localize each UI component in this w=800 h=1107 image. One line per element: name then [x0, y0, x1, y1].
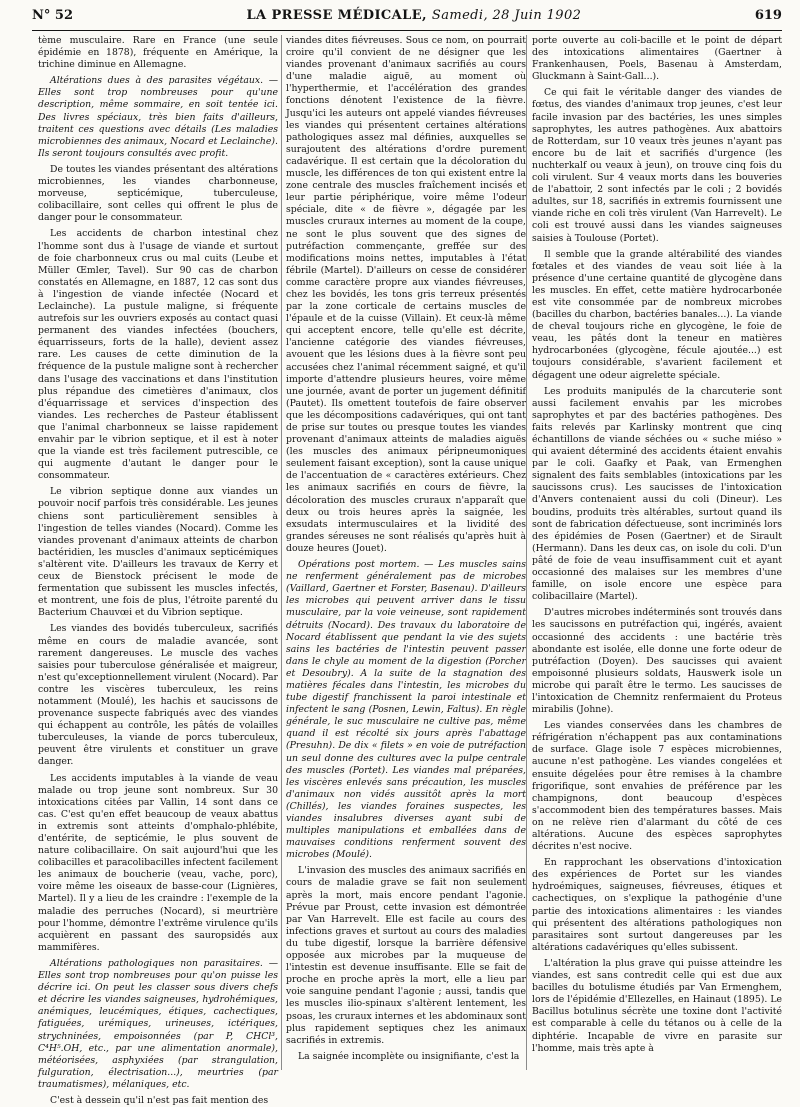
paragraph: De toutes les viandes présentant des altérations microbiennes, les viandes charbonneuse, morveuse, septicémique, tuberculeuse, colibacillaire, sont celles qui offrent le plus de danger pour le consommateur.	[38, 163, 278, 224]
issue-date: Samedi, 28 Juin 1902	[431, 8, 582, 23]
paragraph: Les accidents de charbon intestinal chez l'homme sont dus à l'usage de viande et surtout de foie charbonneux crus ou mal cuits (Leube et Müller Œmler, Tavel). Sur 90 cas de charbon constatés en Allemagne, en 1887, 12 cas sont dus à l'ingestion de viande infectée (Nocard et Leclainche). La pustule maligne, si fréquente autrefois sur les ouvriers exposés au contact quasi permanent des viandes infectées (bouchers, équarrisseurs, forts de la halle), devient assez rare. Les causes de cette diminution de la fréquence de la pustule maligne sont à rechercher dans l'usage des vaccinations et dans l'institution plus répandue des cimetières d'animaux, clos d'équarrissage et services d'inspection des viandes. Les recherches de Pasteur établissent que l'animal charbonneux se laisse rapidement envahir par le vibrion septique, et il est à noter que la viande est très facilement putrescible, ce qui augmente d'autant le danger pour le consommateur.	[38, 228, 278, 482]
paragraph: Altérations pathologiques non parasitaires. — Elles sont trop nombreuses pour qu'on puisse les décrire ici. On peut les classer sous divers chefs et décrire les viandes saigneuses, hydrohémiques, anémiques, leucémiques, étiques, cachectiques, fatiguées, urémiques, urineuses, ictériques, strychninées, empoisonnées (par P, CHCl³, C⁴H⁵.OH, etc., par une alimentation anormale), météorisées, asphyxiées (par strangulation, fulguration, électrisation...), meurtries (par traumatismes), mélaniques, etc.	[38, 957, 278, 1090]
paragraph: L'invasion des muscles des animaux sacrifiés en cours de maladie grave se fait non seulement après la mort, mais encore pendant l'agonie. Prévue par Proust, cette invasion est démontrée par Van Harrevelt. Elle est facile au cours des infections graves et surtout au cours des maladies du tube digestif, lorsque la barrière défensive opposée aux microbes par la muqueuse de l'intestin est devenue insuffisante. Elle se fait de proche en proche après la mort, elle a lieu par voie sanguine pendant l'agonie ; aussi, tandis que les muscles ilio-spinaux s'altèrent lentement, les psoas, les cruraux internes et les abdominaux sont plus rapidement septiques chez les animaux sacrifiés in extremis.	[286, 865, 526, 1046]
column-divider	[281, 35, 282, 1070]
column-divider	[526, 35, 527, 1070]
journal-title: LA PRESSE MÉDICALE,	[246, 8, 427, 23]
journal-title-line	[247, 8, 582, 23]
paragraph: Les viandes des bovidés tuberculeux, sacrifiés même en cours de maladie avancée, sont rarement dangereuses. Le muscle des vaches saisies pour tuberculose généralisée et maigreur, n'est qu'exceptionnellement virulent (Nocard). Par contre les viscères tuberculeux, les reins notamment (Moulé), les hachis et saucissons de provenance suspecte fabriqués avec des viandes qui échappent au contrôle, les pâtés de volailles tuberculeuses, la viande de porcs tuberculeux, peuvent être virulents et constituer un grave danger.	[38, 623, 278, 768]
paragraph: tème musculaire. Rare en France (une seule épidémie en 1878), fréquente en Amérique, la trichine diminue en Allemagne.	[38, 35, 278, 71]
paragraph: Les accidents imputables à la viande de veau malade ou trop jeune sont nombreux. Sur 30 intoxications citées par Vallin, 14 sont dans ce cas. C'est qu'en effet beaucoup de veaux abattus in extremis sont atteints d'omphalo-phlébite, d'entérite, de septicémie, le plus souvent de nature colibacillaire. On sait aujourd'hui que les colibacilles et paracolibacilles infectent facilement les animaux de boucherie (veau, vache, porc), voire même les oiseaux de basse-cour (Lignières, Martel). Il y a lieu de les craindre : l'exemple de la maladie des perruches (Nocard), si meurtrière pour l'homme, démontre l'extrême virulence qu'ils acquièrent en passant des sauropsidés aux mammifères.	[38, 772, 278, 953]
issue-number: N° 52	[32, 8, 73, 23]
text-column-right	[532, 35, 782, 1072]
paragraph: En rapprochant les observations d'intoxication des expériences de Portet sur les viandes hydroémiques, saigneuses, fiévreuses, étiques et cachectiques, on s'explique la pathogénie d'une partie des intoxications alimentaires : les viandes qui présentent des altérations pathologiques non parasitaires sont surtout dangereuses par les altérations cadavériques qu'elles subissent.	[532, 857, 782, 953]
paragraph: Altérations dues à des parasites végétaux. — Elles sont trop nombreuses pour qu'une description, même sommaire, en soit tentée ici. Des livres spéciaux, très bien faits d'ailleurs, traitent ces questions avec détails (Les maladies microbiennes des animaux, Nocard et Leclainche). Ils seront toujours consultés avec profit.	[38, 75, 278, 159]
paragraph: Il semble que la grande altérabilité des viandes fœtales et des viandes de veau soit liée à la présence d'une certaine quantité de glycogène dans les muscles. En effet, cette matière hydrocarbonée est vite consommée par de nombreux microbes (bacilles du charbon, bactéries banales...). La viande de cheval toujours riche en glycogène, le foie de veau, les pâtés dont la teneur en matières hydrocarbonées (glycogène, fécule ajoutée...) est toujours considérable, s'avarient facilement et dégagent une odeur aigrelette spéciale.	[532, 248, 782, 381]
paragraph: C'est à dessein qu'il n'est pas fait mention des	[50, 1094, 269, 1106]
paragraph: Les produits manipulés de la charcuterie sont aussi facilement envahis par les microbes saprophytes et par des bactéries pathogènes. Des faits relevés par Karlinsky montrent que cinq échantillons de viande séchées ou « suche miéso » qui avaient déterminé des accidents étaient envahis par le coli. Gaafky et Paak, van Ermenghen signalent des faits semblables (intoxications par les saucissons crus). Les saucisses de l'intoxication d'Anvers contenaient aussi du coli (Dineur). Les boudins, produits très altérables, surtout quand ils sont de fabrication défectueuse, sont incriminés lors des épidémies de Posen (Gaertner) et de Sirault (Hermann). Dans les deux cas, on isole du coli. D'un pâté de foie de veau insuffisamment cuit et ayant occasionné des malaises sur les membres d'une famille, on isole encore une espèce para colibacillaire (Martel).	[532, 385, 782, 603]
text-column-left	[38, 35, 278, 1106]
paragraph: viandes dites fiévreuses. Sous ce nom, on pourrait croire qu'il convient de ne désigner que les viandes provenant d'animaux sacrifiés au cours d'une maladie aiguë, au moment où l'hyperthermie, et l'accélération des grandes fonctions dénotent l'existence de la fièvre. Jusqu'ici les auteurs ont appelé viandes fiévreuses les viandes qui présentent certaines altérations pathologiques assez mal définies, auxquelles se surajoutent des altérations d'ordre purement cadavérique. Il est certain que la décoloration du muscle, les différences de ton qui existent entre la zone centrale des muscles fraîchement incisés et leur partie périphérique, voire même l'odeur spéciale, dite « de fièvre », dégagée par les muscles cruraux internes au moment de la coupe, ne sont le plus souvent que des signes de putréfaction commençante, greffée sur des modifications moins nettes, imputables à l'état fébrile (Martel). D'ailleurs on cesse de considérer comme caractère propre aux viandes fiévreuses, chez les bovidés, les tons gris terreux présentés par la zone corticale de certains muscles de l'épaule et de la cuisse (Villain). Et ceux-là même qui acceptent encore, telle qu'elle est décrite, l'ancienne catégorie des viandes fiévreuses, avouent que les lésions dues à la fièvre sont peu accusées chez l'animal récemment saigné, et qu'il importe d'attendre plusieurs heures, voire même une journée, avant de porter un jugement définitif (Pautet). Ils omettent toutefois de faire observer que les décompositions cadavériques, qui ont tant de prise sur toutes ou presque toutes les viandes provenant d'animaux atteints de maladies aiguës (les muscles des animaux péripneumoniques seulement faisant exception), sont la cause unique de l'accentuation de « caractères extérieurs. Chez les animaux sacrifiés en cours de fièvre, la décoloration des muscles cruraux n'apparaît que deux ou trois heures après la saignée, les exsudats intermusculaires et la lividité des grandes séreuses ne sont réalisés qu'après huit à douze heures (Jouet).	[286, 35, 526, 554]
paragraph: porte ouverte au coli-bacille et le point de départ des intoxications alimentaires (Gaertner à Frankenhausen, Poels, Basenau à Amsterdam, Gluckmann à Saint-Gall...).	[532, 35, 782, 83]
paragraph: D'autres microbes indéterminés sont trouvés dans les saucissons en putréfaction qui, ingérés, avaient occasionné des accidents : une bactérie très abondante est isolée, elle donne une forte odeur de putréfaction (Doyen). Des saucisses qui avaient empoisonné plusieurs soldats, Hauswerk isole un microbe qui paraît être le termo. Les saucisses de l'intoxication de Chemnitz renfermaient du Proteus mirabilis (Johne).	[532, 607, 782, 716]
paragraph: Les viandes conservées dans les chambres de réfrigération n'échappent pas aux contaminations de surface. Glage isole 7 espèces microbiennes, aucune n'est pathogène. Les viandes congelées et ensuite dégelées pour être remises à la chambre frigorifique, sont envahies de préférence par les champignons, dont beaucoup d'espèces s'accommodent bien des températures basses. Mais on ne relève rien d'alarmant du côté de ces altérations. Aucune des espèces saprophytes décrites n'est nocive.	[532, 720, 782, 853]
running-header	[32, 8, 782, 32]
paragraph: L'altération la plus grave qui puisse atteindre les viandes, est sans contredit celle qui est due aux bacilles du botulisme étudiés par Van Ermenghem, lors de l'épidémie d'Ellezelles, en Hainaut (1895). Le Bacillus botulinus sécrète une toxine dont l'activité est comparable à celle du tétanos ou à celle de la diphtérie. Incapable de vivre en parasite sur l'homme, mais très apte à	[532, 957, 782, 1054]
page-number: 619	[754, 8, 782, 23]
paragraph: Le vibrion septique donne aux viandes un pouvoir nocif parfois très considérable. Les jeunes chiens sont particulièrement sensibles à l'ingestion de telles viandes (Nocard). Comme les viandes provenant d'animaux atteints de charbon bactéridien, les muscles d'animaux septicémiques s'altèrent vite. D'ailleurs les travaux de Kerry et ceux de Bienstock précisent le mode de fermentation que subissent les muscles infectés, et montrent, une fois de plus, l'étroite parenté du Bacterium Chauvœi et du Vibrion septique.	[38, 486, 278, 619]
paragraph: Ce qui fait le véritable danger des viandes de fœtus, des viandes d'animaux trop jeunes, c'est leur facile invasion par des bactéries, les unes simples saprophytes, les autres pathogènes. Aux abattoirs de Rotterdam, sur 10 veaux très jeunes n'ayant pas encore bu de lait et sacrifiés d'urgence (les nuchterkalf ou veaux à jeun), on trouve cinq fois du coli virulent. Sur 4 veaux morts dans les bouveries de l'abattoir, 2 sont infectés par le coli ; 2 bovidés adultes, sur 18, sacrifiés in extremis fournissent une viande riche en coli très virulent (Van Harrevelt). Le coli est trouvé aussi dans les viandes saigneuses saisies à Toulouse (Portet).	[532, 87, 782, 244]
paragraph: Opérations post mortem. — Les muscles sains ne renferment généralement pas de microbes (Vaillard, Gaertner et Forster, Basenau). D'ailleurs les microbes qui peuvent arriver dans le tissu musculaire, par la voie veineuse, sont rapidement détruits (Nocard). Des travaux du laboratoire de Nocard établissent que pendant la vie des sujets sains les bactéries de l'intestin peuvent passer dans le chyle au moment de la digestion (Porcher et Desoubry). A la suite de la stagnation des matières fécales dans l'intestin, les microbes du tube digestif franchissent la paroi intestinale et infectent le sang (Posnen, Lewin, Faltus). En règle générale, le suc musculaire ne cultive pas, même quand il est récolté six jours après l'abattage (Presuhn). De dix « filets » en voie de putréfaction un seul donne des cultures avec la pulpe centrale des muscles (Portet). Les viandes mal préparées, les viscères enlevés sans précaution, les muscles d'animaux non vidés aussitôt après la mort (Chillés), les viandes foraines suspectes, les viandes insalubres diverses ayant subi de multiples manipulations et emballées dans de mauvaises conditions renferment souvent des microbes (Moulé).	[286, 559, 526, 861]
text-column-middle	[286, 35, 526, 1072]
paragraph: La saignée incomplète ou insignifiante, c'est la	[298, 1050, 520, 1062]
header-rule	[32, 30, 782, 31]
